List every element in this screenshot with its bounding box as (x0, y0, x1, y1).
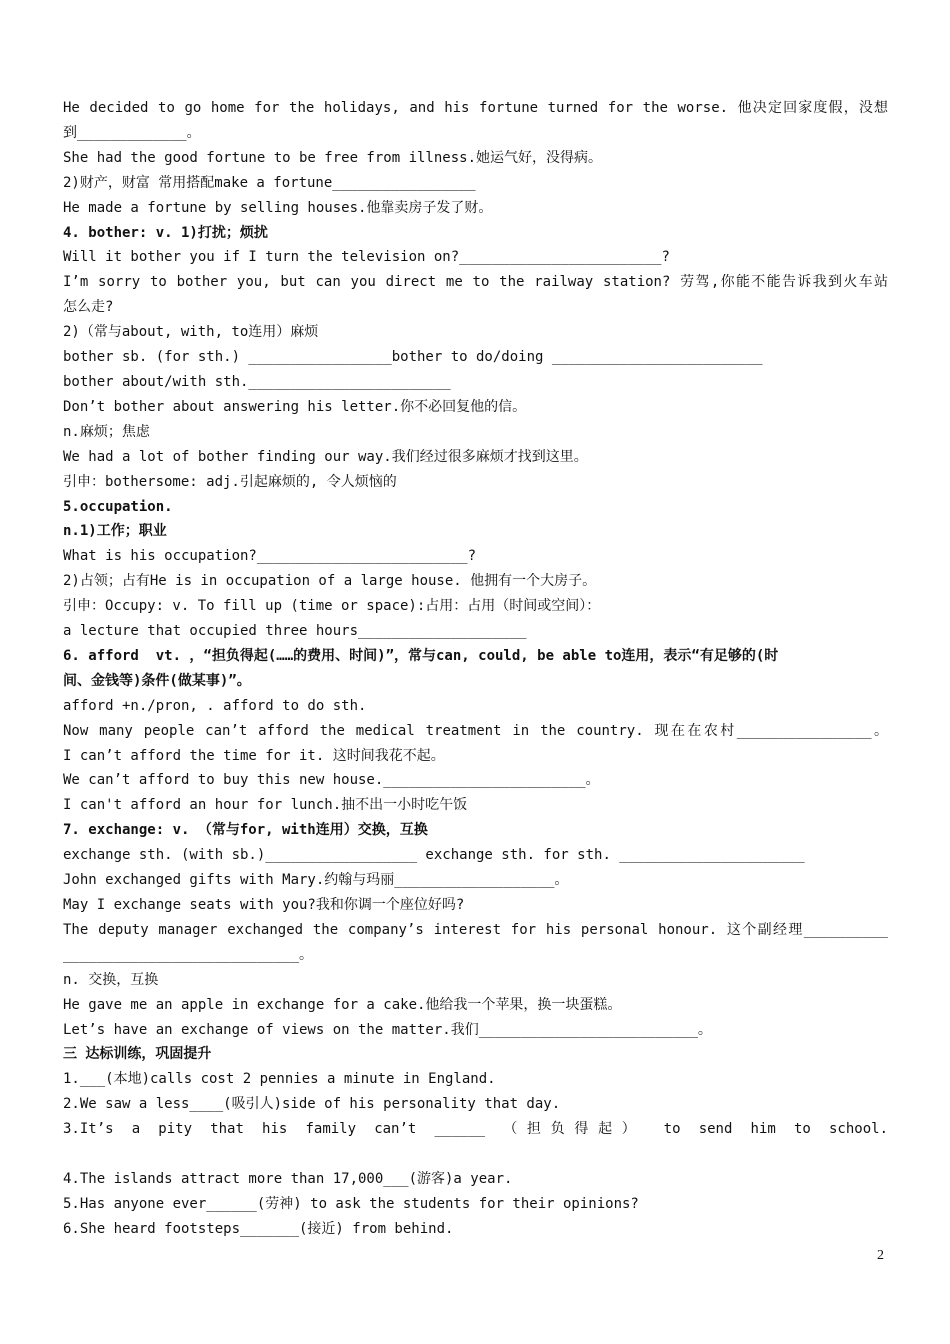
text-line: She had the good fortune to be free from illness.她运气好，没得病。 (63, 149, 603, 166)
text-line: Now many people can’t afford the medical treatment in the country. 现在在农村________________。 (63, 722, 888, 739)
text-line: ____________________________。 (63, 946, 314, 963)
text-line: What is his occupation?_________________________? (63, 548, 477, 565)
text-line: 6.She heard footsteps_______(接近) from behind. (63, 1220, 454, 1237)
text-line: bother about/with sth.________________________ (63, 373, 451, 390)
text-line: 2)财产，财富 常用搭配make a fortune_________________ (63, 174, 476, 191)
document-body (63, 96, 888, 1242)
text-line: John exchanged gifts with Mary.约翰与玛丽___________________。 (63, 872, 569, 889)
page-number: 2 (877, 1248, 884, 1263)
text-line: Let’s have an exchange of views on the matter.我们__________________________。 (63, 1021, 712, 1038)
text-line (63, 1142, 888, 1167)
text-line: I’m sorry to bother you, but can you direct me to the railway station? 劳驾,你能不能告诉我到火车站 (63, 274, 888, 291)
text-line: The deputy manager exchanged the company’s interest for his personal honour. 这个副经理__________ (63, 921, 888, 938)
text-line: He gave me an apple in exchange for a cake.他给我一个苹果，换一块蛋糕。 (63, 996, 622, 1013)
text-line: May I exchange seats with you?我和你调一个座位好吗? (63, 897, 465, 913)
text-line: afford +n./pron, . afford to do sth. (63, 697, 367, 714)
text-line: He made a fortune by selling houses.他靠卖房子发了财。 (63, 199, 493, 216)
section-heading: 5.occupation. (63, 498, 173, 515)
text-line: 怎么走? (63, 299, 114, 316)
text-line: 引申：Occupy: v. To fill up (time or space):占用：占用（时间或空间）： (63, 598, 601, 615)
text-line: 2)占领；占有He is in occupation of a large house. 他拥有一个大房子。 (63, 573, 597, 590)
text-line: I can't afford an hour for lunch.抽不出一小时吃午饭 (63, 797, 468, 814)
text-line: a lecture that occupied three hours____________________ (63, 623, 527, 640)
text-line: 4.The islands attract more than 17,000___(游客)a year. (63, 1170, 513, 1187)
text-line: n. 交换，互换 (63, 971, 159, 988)
text-line: 到_____________。 (63, 124, 201, 141)
text-line: He decided to go home for the holidays, and his fortune turned for the worse. 他决定回家度假，没想 (63, 100, 888, 116)
text-line: 1.___(本地)calls cost 2 pennies a minute in England. (63, 1071, 496, 1088)
text-line: 引申：bothersome: adj.引起麻烦的, 令人烦恼的 (63, 473, 397, 490)
text-line: 2)（常与about, with, to连用）麻烦 (63, 324, 319, 341)
section-heading: n.1)工作；职业 (63, 523, 167, 540)
text-line: We had a lot of bother finding our way.我们经过很多麻烦才找到这里。 (63, 448, 588, 465)
text-line: 5.Has anyone ever______(劳神) to ask the students for their opinions? (63, 1195, 639, 1212)
text-line: 3.It’s a pity that his family can’t ______ （担负得起） to send him to school. (63, 1121, 888, 1138)
section-heading: 4. bother: v. 1)打扰；烦扰 (63, 224, 268, 241)
section-heading: 间、金钱等)条件(做某事)”。 (63, 672, 251, 689)
text-line: n.麻烦；焦虑 (63, 423, 150, 440)
text-line: exchange sth. (with sb.)__________________ exchange sth. for sth. ______________________ (63, 847, 805, 864)
text-line: I can’t afford the time for it. 这时间我花不起。 (63, 747, 445, 764)
section-heading: 6. afford vt. ，“担负得起(……的费用、时间)”，常与can, could, be able to连用，表示“有足够的(时 (63, 647, 779, 664)
section-heading: 三 达标训练，巩固提升 (63, 1046, 212, 1063)
text-line: Will it bother you if I turn the television on?________________________? (63, 249, 670, 266)
section-heading: 7. exchange: v. （常与for, with连用）交换，互换 (63, 822, 428, 839)
text-line: We can’t afford to buy this new house.________________________。 (63, 772, 600, 789)
text-line: 2.We saw a less____(吸引人)side of his personality that day. (63, 1096, 561, 1113)
text-line: bother sb. (for sth.) _________________bother to do/doing _________________________ (63, 349, 763, 366)
text-line: Don’t bother about answering his letter.你不必回复他的信。 (63, 398, 527, 415)
